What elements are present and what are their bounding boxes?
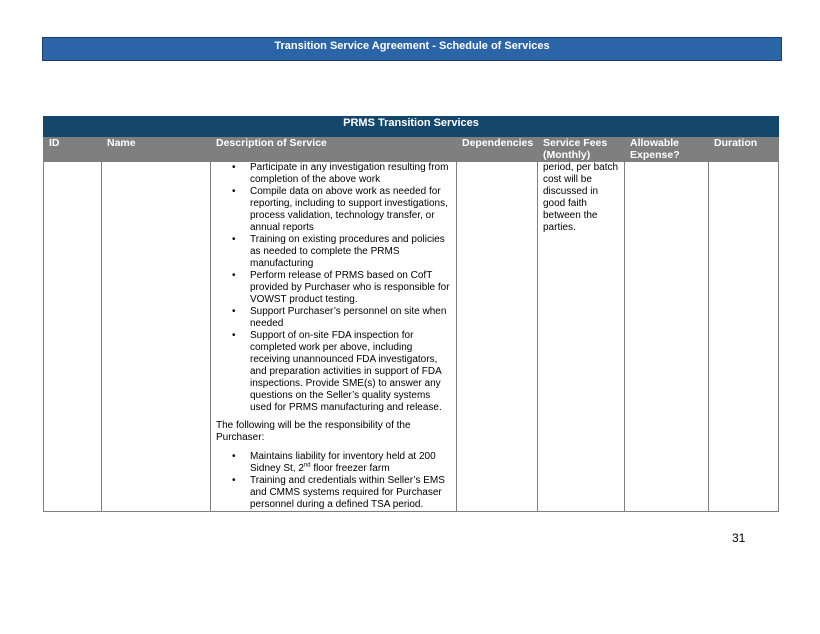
header-duration: Duration — [709, 137, 779, 162]
page-number: 31 — [732, 531, 746, 545]
cell-allowable-expense — [625, 162, 709, 512]
list-item: • Support of on-site FDA inspection for completed work per above, including receiving unannounced FDA investigators, and preparation activities in support of FDA inspections. Provide SME(s) to answer any questions on the Seller’s quality systems used for PRMS manufacturing and release. — [250, 330, 452, 414]
ordinal-suffix: nd — [303, 462, 311, 469]
header-allowable-expense: Allowable Expense? — [625, 137, 709, 162]
list-item — [250, 451, 452, 475]
list-item: • Training and credentials within Seller’s EMS and CMMS systems required for Purchaser personnel during a defined TSA period. — [250, 475, 452, 511]
sidney-text-after: floor freezer farm — [310, 463, 390, 474]
list-item: • Training on existing procedures and policies as needed to complete the PRMS manufacturing — [250, 234, 452, 270]
header-dependencies: Dependencies — [457, 137, 538, 162]
list-item: • Support Purchaser’s personnel on site when needed — [250, 306, 452, 330]
list-item: • Perform release of PRMS based on CofT provided by Purchaser who is responsible for VOWST product testing. — [250, 270, 452, 306]
cell-dependencies — [457, 162, 538, 512]
cell-duration — [709, 162, 779, 512]
purchaser-bullet-list — [216, 451, 452, 511]
cell-description — [211, 162, 457, 512]
table-row — [44, 162, 779, 512]
header-description: Description of Service — [211, 137, 457, 162]
list-item: • Participate in any investigation resulting from completion of the above work — [250, 162, 452, 186]
cell-service-fees: period, per batch cost will be discussed in good faith between the parties. — [538, 162, 625, 512]
list-item: • Compile data on above work as needed for reporting, including to support investigations, process validation, technology transfer, or annual reports — [250, 186, 452, 234]
cell-id — [44, 162, 102, 512]
cell-name — [102, 162, 211, 512]
sidney-text-before: Maintains liability for inventory held at 200 Sidney St, 2 — [250, 451, 436, 474]
header-name: Name — [102, 137, 211, 162]
prms-services-table — [43, 116, 779, 512]
header-id: ID — [44, 137, 102, 162]
table-title-row — [44, 117, 779, 137]
table-title: PRMS Transition Services — [44, 117, 779, 137]
header-service-fees: Service Fees (Monthly) — [538, 137, 625, 162]
description-bullet-list — [216, 162, 452, 414]
banner-title: Transition Service Agreement - Schedule of Services — [274, 40, 550, 52]
purchaser-responsibility-paragraph: The following will be the responsibility of the Purchaser: — [216, 420, 411, 443]
table-header-row — [44, 137, 779, 162]
document-banner — [42, 37, 782, 61]
